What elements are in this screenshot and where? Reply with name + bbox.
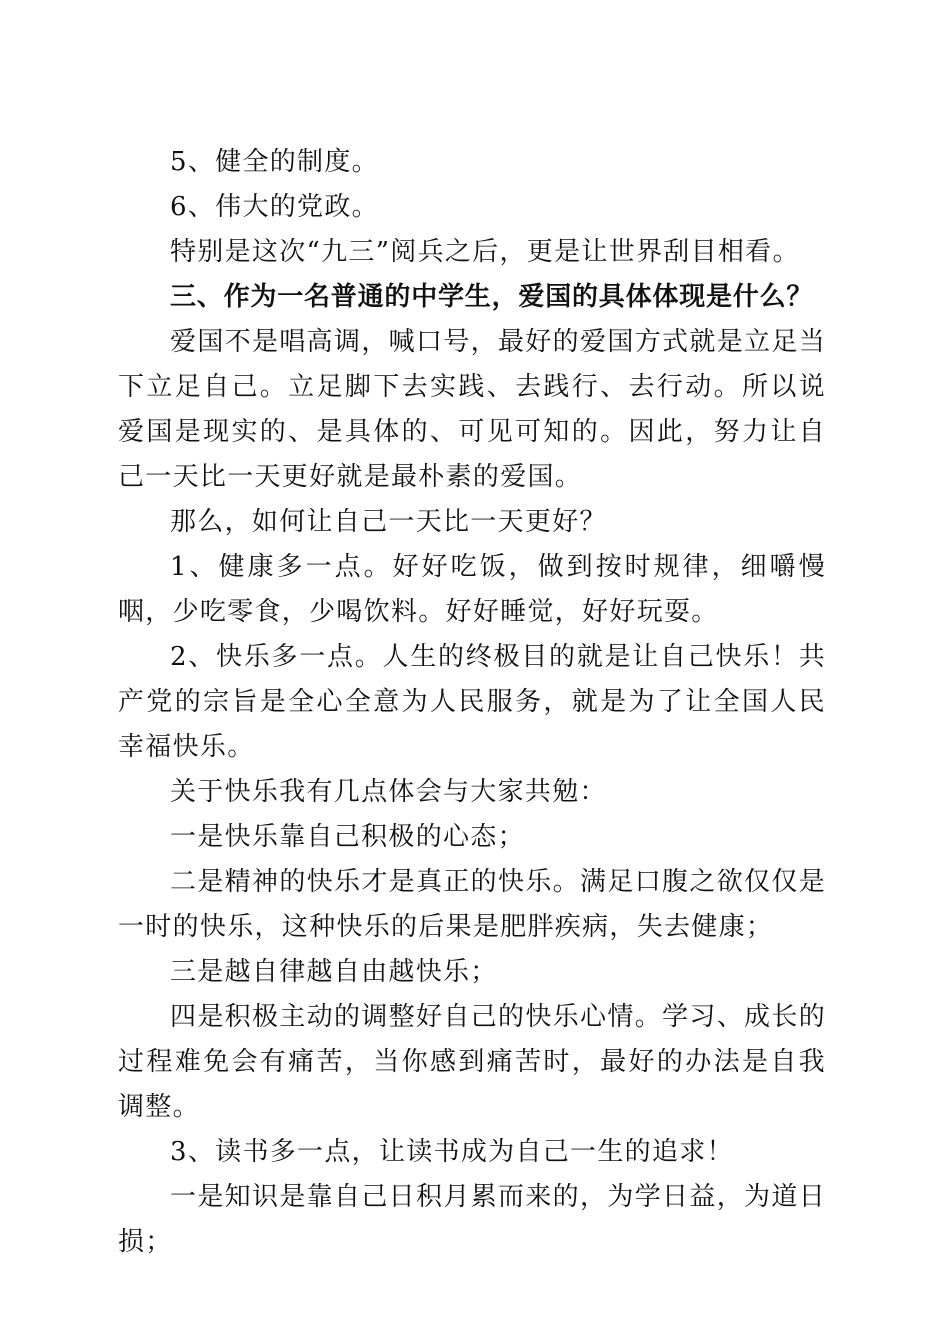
paragraph-patriotism: 爱国不是唱高调，喊口号，最好的爱国方式就是立足当下立足自己。立足脚下去实践、去践行、去行动。所以说爱国是现实的、是具体的、可见可知的。因此，努力让自己一天比一天更好就是最朴素的爱国。	[118, 327, 826, 492]
paragraph-question: 那么，如何让自己一天比一天更好？	[170, 507, 607, 537]
point-three-discipline: 三是越自律越自由越快乐；	[170, 957, 498, 987]
paragraph-parade: 特别是这次“九三”阅兵之后，更是让世界刮目相看。	[170, 237, 800, 267]
paragraph-happiness-intro: 关于快乐我有几点体会与大家共勉：	[170, 777, 607, 807]
list-item-party: 6、伟大的党政。	[170, 192, 379, 222]
point-one-attitude: 一是快乐靠自己积极的心态；	[170, 822, 525, 852]
list-item-health: 1、健康多一点。好好吃饭，做到按时规律，细嚼慢咽，少吃零食，少喝饮料。好好睡觉，好好玩耍。	[118, 552, 826, 627]
list-item-happiness: 2、快乐多一点。人生的终极目的就是让自己快乐！共产党的宗旨是全心全意为人民服务，就是为了让全国人民幸福快乐。	[118, 642, 826, 762]
list-item-reading: 3、读书多一点，让读书成为自己一生的追求！	[170, 1137, 734, 1167]
document-body	[118, 140, 826, 1265]
point-two-spirit: 二是精神的快乐才是真正的快乐。满足口腹之欲仅仅是一时的快乐，这种快乐的后果是肥胖疾病，失去健康；	[118, 867, 826, 942]
point-one-knowledge: 一是知识是靠自己日积月累而来的，为学日益，为道日损；	[118, 1182, 826, 1257]
list-item-institution: 5、健全的制度。	[170, 147, 379, 177]
section-heading-three: 三、作为一名普通的中学生，爱国的具体体现是什么？	[170, 282, 814, 312]
point-four-adjust: 四是积极主动的调整好自己的快乐心情。学习、成长的过程难免会有痛苦，当你感到痛苦时，最好的办法是自我调整。	[118, 1002, 826, 1122]
